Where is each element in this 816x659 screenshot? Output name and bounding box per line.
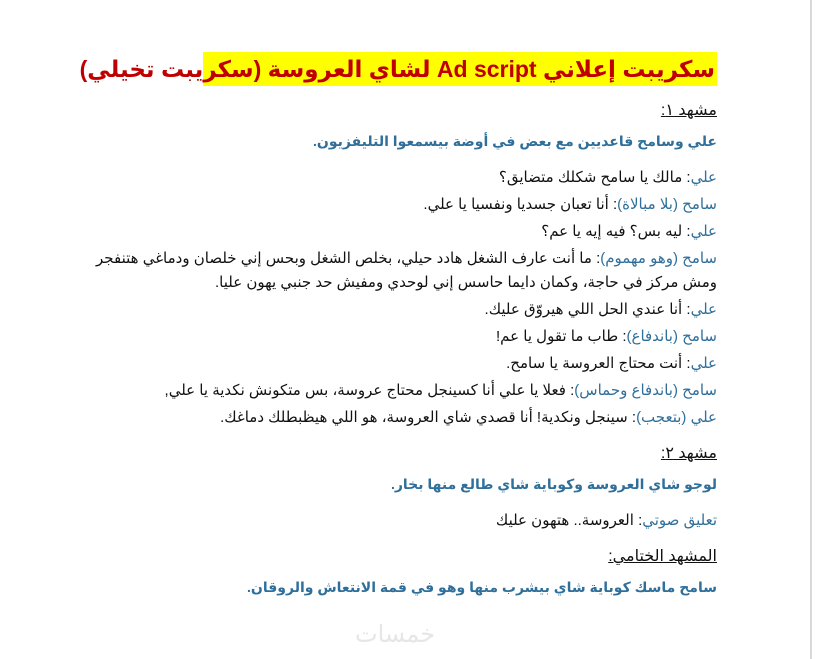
- dialogue-text: أنت محتاج العروسة يا سامح.: [506, 355, 683, 372]
- dialogue-line: علي: أنا عندي الحل اللي هيروّق عليك.: [484, 301, 717, 318]
- dialogue-text: طاب ما تقول يا عم!: [495, 328, 619, 345]
- dialogue-line: سامح (باندفاع وحماس): فعلا يا علي أنا كسينجل محتاج عروسة، بس متكونش نكدية يا علي,: [164, 382, 717, 399]
- dialogue-text: ما أنت عارف الشغل هادد حيلي، بخلص الشغل وبحس إني خلصان ودماغي هتنفجر ومش مركز في حاجة، وكمان دايما حاسس إني لوحدي ومفيش حد جنبي يهون عليا.: [96, 250, 717, 291]
- speaker-name: علي: [690, 223, 717, 240]
- final-scene-heading: المشهد الختامي:: [608, 548, 717, 565]
- dialogue-line: علي: أنت محتاج العروسة يا سامح.: [506, 355, 717, 372]
- dialogue-line: علي: مالك يا سامح شكلك متضايق؟: [498, 169, 717, 186]
- dialogue-line: علي: ليه بس؟ فيه إيه يا عم؟: [541, 223, 717, 240]
- dialogue-text: أنا عندي الحل اللي هيروّق عليك.: [484, 301, 683, 318]
- scene-1-description: علي وسامح قاعديين مع بعض في أوضة بيسمعوا التليفزيون.: [313, 133, 717, 149]
- speaker-name: علي: [690, 355, 717, 372]
- voiceover-line: تعليق صوتي: العروسة.. هتهون عليك: [495, 512, 717, 529]
- document-body: [79, 52, 717, 612]
- watermark-logo: خمسات: [355, 621, 436, 648]
- voiceover-text: العروسة.. هتهون عليك: [495, 512, 634, 529]
- scene-1-heading: مشهد ١:: [660, 102, 717, 119]
- dialogue-text: أنا تعبان جسديا ونفسيا يا علي.: [423, 196, 609, 213]
- scene-2-description: لوجو شاي العروسة وكوباية شاي طالع منها بخار.: [390, 476, 717, 492]
- dialogue-text: فعلا يا علي أنا كسينجل محتاج عروسة، بس متكونش نكدية يا علي,: [164, 382, 566, 399]
- speaker-name: سامح (بلا مبالاة): [617, 196, 717, 213]
- final-scene-description: سامح ماسك كوباية شاي بيشرب منها وهو في قمة الانتعاش والروقان.: [247, 579, 717, 595]
- page-edge: [810, 0, 812, 659]
- document-title: سكريبت إعلاني Ad script لشاي العروسة (سكريبت تخيلي): [203, 52, 717, 86]
- speaker-name: سامح (باندفاع وحماس): [574, 382, 717, 399]
- dialogue-text: ليه بس؟ فيه إيه يا عم؟: [541, 223, 683, 240]
- voiceover-label: تعليق صوتي: [642, 512, 717, 529]
- speaker-name: سامح (وهو مهموم): [600, 250, 717, 267]
- dialogue-line: علي (بتعجب): سينجل ونكدية! أنا قصدي شاي العروسة، هو اللي هيظبطلك دماغك.: [220, 409, 717, 426]
- speaker-name: علي (بتعجب): [636, 409, 717, 426]
- dialogue-line: سامح (باندفاع): طاب ما تقول يا عم!: [495, 328, 717, 345]
- speaker-name: علي: [690, 301, 717, 318]
- dialogue-text: مالك يا سامح شكلك متضايق؟: [498, 169, 683, 186]
- dialogue-line: سامح (بلا مبالاة): أنا تعبان جسديا ونفسيا يا علي.: [423, 196, 717, 213]
- dialogue-text: سينجل ونكدية! أنا قصدي شاي العروسة، هو اللي هيظبطلك دماغك.: [220, 409, 628, 426]
- scene-2-heading: مشهد ٢:: [660, 445, 717, 462]
- speaker-name: سامح (باندفاع): [626, 328, 717, 345]
- dialogue-line: سامح (وهو مهموم): ما أنت عارف الشغل هادد حيلي، بخلص الشغل وبحس إني خلصان ودماغي هتنفجر ومش مركز في حاجة، وكمان دايما حاسس إني لوحدي ومفيش حد جنبي يهون عليا.: [96, 250, 717, 291]
- speaker-name: علي: [690, 169, 717, 186]
- title-block: [79, 52, 717, 86]
